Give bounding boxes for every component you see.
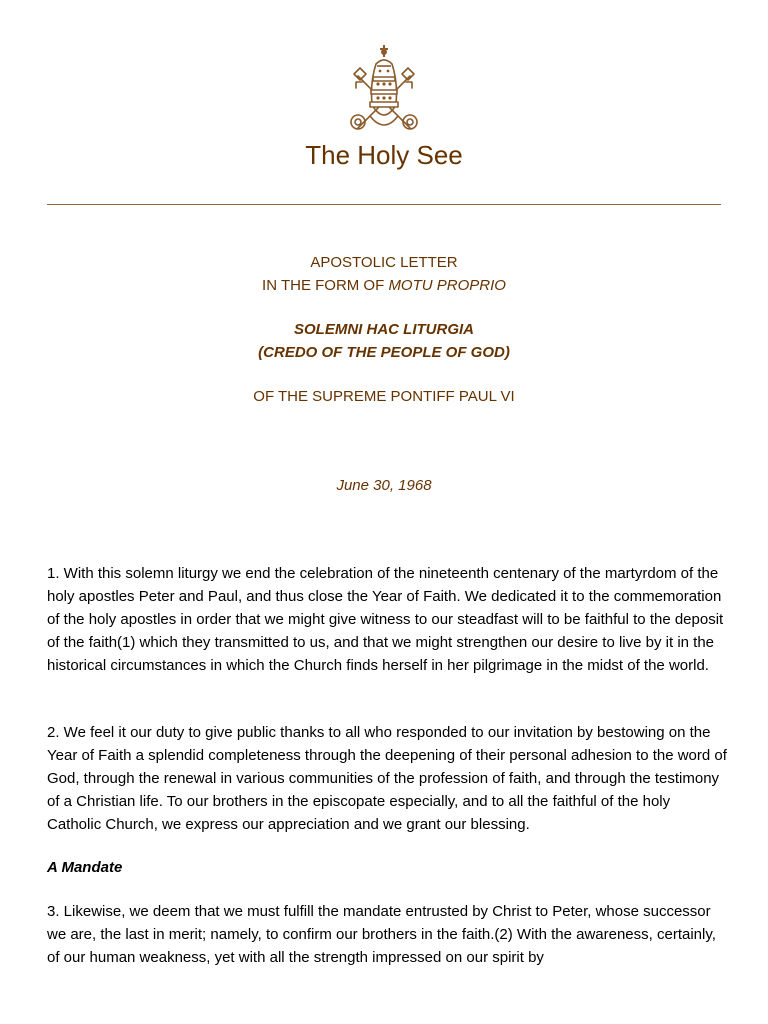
- document-author-line: OF THE SUPREME PONTIFF PAUL VI: [253, 388, 515, 405]
- paragraph-1: 1. With this solemn liturgy we end the celebration of the nineteenth centenary of the martyrdom of the holy apostles Peter and Paul, and thus close the Year of Faith. We dedicated it to the commemoration of the holy apostles in order that we might give witness to our steadfast will to be faithful to the deposit of the faith(1) which they transmitted to us, and that we might strengthen our desire to live by it in the historical circumstances in which the Church finds herself in her pilgrimage in the midst of the world.: [47, 565, 724, 674]
- papal-coat-of-arms-icon: [344, 42, 424, 134]
- document-title-line-2: (CREDO OF THE PEOPLE OF GOD): [258, 344, 510, 361]
- paragraph-2: 2. We feel it our duty to give public thanks to all who responded to our invitation by bestowing on the Year of Faith a splendid completeness through the deepening of their personal adhesion to the word of God, through the renewal in various communities of the profession of faith, and through the testimony of a Christian life. To our brothers in the episcopate especially, and to all the faithful of the holy Catholic Church, we express our appreciation and we grant our blessing.: [47, 724, 727, 833]
- paragraph-3: 3. Likewise, we deem that we must fulfill the mandate entrusted by Christ to Peter, whose successor we are, the last in merit; namely, to confirm our brothers in the faith.(2) With the awareness, certainly, of our human weakness, yet with all the strength impressed on our spirit by: [47, 903, 716, 966]
- section-subheading: A Mandate: [47, 859, 123, 876]
- motu-proprio-label: MOTU PROPRIO: [388, 277, 506, 294]
- document-kind-prefix: IN THE FORM OF: [262, 277, 389, 294]
- document-title-line-1: SOLEMNI HAC LITURGIA: [294, 321, 474, 338]
- site-title: The Holy See: [305, 140, 463, 170]
- document-kind-line-1: APOSTOLIC LETTER: [310, 254, 458, 271]
- document-date: June 30, 1968: [336, 477, 432, 494]
- header-divider: [47, 204, 721, 205]
- document-kind-line-2: [0, 276, 768, 296]
